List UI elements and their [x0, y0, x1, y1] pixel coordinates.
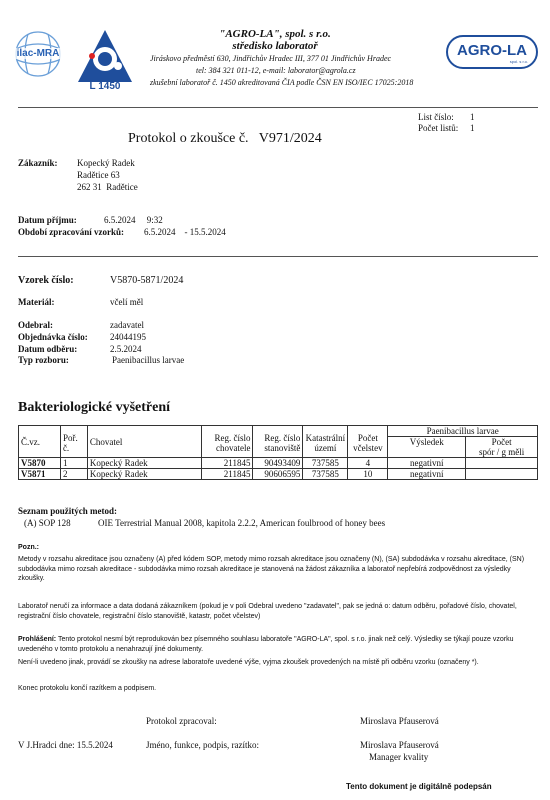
- received-value: 6.5.2024 9:32: [104, 215, 163, 225]
- sample-number-value: V5870-5871/2024: [110, 275, 184, 286]
- company-contact: tel: 384 321 011-12, e-mail: laborator@agrola.cz: [196, 66, 356, 75]
- col-header-vysledek: Výsledek: [388, 437, 466, 458]
- note-accreditation: Metody v rozsahu akreditace jsou označeny (A) před kódem SOP, metody mimo rozsah akreditace jsou označeny (N), (SA) subdodávka v rozsahu akreditace, (SN) subdodávka mimo rozsah akreditace - subdodávka mimo rozsah akreditace je stanovená na žádost zákazníka a laboratoř nepřebírá zodpovědnost za výsledky zkoušky.: [18, 556, 525, 582]
- cell-chovatel: Kopecký Radek: [87, 458, 201, 469]
- cell-cvz: V5870: [19, 458, 61, 469]
- col-header-reg-stan: [253, 426, 303, 458]
- sampling-date-value: 2.5.2024: [110, 344, 142, 354]
- col-header-katastr-line1: Katastrální: [305, 433, 346, 443]
- received-label: Datum příjmu:: [18, 215, 77, 225]
- section-title: Bakteriologické vyšetření: [18, 400, 171, 415]
- material-label: Materiál:: [18, 297, 55, 307]
- taken-by-value: zadavatel: [110, 320, 144, 330]
- signature-role-label: Jméno, funkce, podpis, razítko:: [146, 740, 259, 750]
- cell-spory: [466, 458, 538, 469]
- sheet-count-label: Počet listů:: [418, 123, 459, 133]
- cell-vysledek: negativní: [388, 469, 466, 480]
- col-header-reg-stan-line2: stanoviště: [264, 443, 301, 453]
- cell-reg-chov: 211845: [201, 469, 253, 480]
- protocol-title: Protokol o zkoušce č. V971/2024: [128, 131, 322, 146]
- processed-by-name: Miroslava Pfauserová: [360, 716, 439, 726]
- cell-por: 1: [60, 458, 87, 469]
- cell-pocet: 4: [348, 458, 388, 469]
- department-name: středisko laboratoř: [232, 40, 318, 52]
- taken-by-label: Odebral:: [18, 320, 53, 330]
- col-header-spory: [466, 437, 538, 458]
- company-name: "AGRO-LA", spol. s r.o.: [219, 28, 331, 40]
- col-header-pocet: [348, 426, 388, 458]
- cell-katastr: 737585: [303, 469, 348, 480]
- col-header-pocet-line2: včelstev: [353, 443, 383, 453]
- col-header-katastr: [303, 426, 348, 458]
- place-and-date: V J.Hradci dne: 15.5.2024: [18, 740, 113, 750]
- order-label: Objednávka číslo:: [18, 332, 88, 342]
- header-divider: [18, 107, 538, 108]
- dates-divider: [18, 256, 538, 257]
- company-address: Jiráskovo předměstí 630, Jindřichův Hradec III, 377 01 Jindřichův Hradec: [150, 54, 392, 63]
- results-table: [18, 425, 538, 480]
- material-value: včelí měl: [110, 297, 144, 307]
- agrola-logo: [446, 35, 538, 69]
- sample-number-label: Vzorek číslo:: [18, 275, 74, 286]
- table-header-row-1: [19, 426, 538, 437]
- cell-chovatel: Kopecký Radek: [87, 469, 201, 480]
- cell-pocet: 10: [348, 469, 388, 480]
- group-header-paenibacillus: Paenibacillus larvae: [388, 426, 538, 437]
- notes-title: Pozn.:: [18, 544, 39, 551]
- methods-title: Seznam použitých metod:: [18, 506, 117, 516]
- col-header-spory-line1: Počet: [491, 437, 512, 447]
- analysis-type-label: Typ rozboru:: [18, 355, 69, 365]
- ilac-mra-logo: [14, 30, 62, 78]
- note-end: Konec protokolu končí razítkem a podpisem.: [18, 685, 157, 692]
- customer-name: Kopecký Radek: [77, 158, 135, 168]
- cia-logo-number: L 1450: [89, 81, 121, 92]
- cell-reg-stan: 90493409: [253, 458, 303, 469]
- order-value: 24044195: [110, 332, 146, 342]
- cia-logo: [70, 26, 140, 96]
- period-label: Období zpracování vzorků:: [18, 227, 125, 237]
- table-row: [19, 469, 538, 480]
- method-code: (A) SOP 128: [24, 518, 71, 528]
- note-test-location: Není-li uvedeno jinak, provádí se zkoušky na adrese laboratoře uvedené výše, vyjma zkoušek provedených na místě při odběru vzorku (označeny *).: [18, 659, 479, 666]
- digital-signature-note: Tento dokument je digitálně podepsán: [346, 782, 492, 791]
- col-header-pocet-line1: Počet: [357, 433, 378, 443]
- cell-por: 2: [60, 469, 87, 480]
- method-description: OIE Terrestrial Manual 2008, kapitola 2.2.2, American foulbrood of honey bees: [98, 518, 386, 528]
- col-header-chovatel: Chovatel: [87, 426, 201, 458]
- col-header-cvz: Č.vz.: [19, 426, 61, 458]
- agrola-logo-text: AGRO-LA: [457, 42, 527, 59]
- note-customer-data: Laboratoř neručí za informace a data dodaná zákazníkem (pokud je v poli Odebral uvedeno "zadavatel", pak se jedná o: datum odběru, pořadové číslo, chovatel, registrační číslo chovatele, registrační číslo stanoviště, katastr, počet včelstev): [18, 603, 517, 620]
- customer-label: Zákazník:: [18, 158, 58, 168]
- declaration-label: Prohlášení:: [18, 636, 57, 643]
- analysis-type-value: Paenibacillus larvae: [112, 355, 185, 365]
- customer-street: Radětice 63: [77, 170, 120, 180]
- declaration-text: Tento protokol nesmí být reprodukován bez písemného souhlasu laboratoře "AGRO-LA", spol. s r.o. jinak než celý. Výsledky se týkají pouze vzorku uvedeného v tomto protokolu a nenahrazují jiné dokumenty.: [18, 636, 514, 653]
- customer-city: 262 31 Radětice: [77, 182, 138, 192]
- col-header-reg-stan-line1: Reg. číslo: [264, 433, 301, 443]
- agrola-logo-sub: spol. s r.o.: [509, 59, 528, 64]
- cell-spory: [466, 469, 538, 480]
- col-header-katastr-line2: území: [314, 443, 337, 453]
- cell-katastr: 737585: [303, 458, 348, 469]
- cell-vysledek: negativní: [388, 458, 466, 469]
- signer-role: Manager kvality: [369, 752, 429, 762]
- processed-by-label: Protokol zpracoval:: [146, 716, 217, 726]
- accreditation-line: zkušební laboratoř č. 1450 akreditovaná ČIA podle ČSN EN ISO/IEC 17025:2018: [150, 78, 414, 87]
- sheet-count-value: 1: [470, 123, 475, 133]
- cell-cvz: V5871: [19, 469, 61, 480]
- ilac-mra-label: ilac-MRA: [12, 48, 64, 59]
- col-header-por-line1: Poř.: [62, 433, 78, 443]
- col-header-reg-chov: [201, 426, 253, 458]
- cell-reg-stan: 90606595: [253, 469, 303, 480]
- list-number-label: List číslo:: [418, 112, 454, 122]
- list-number-value: 1: [470, 112, 475, 122]
- note-declaration: [18, 635, 528, 654]
- sampling-date-label: Datum odběru:: [18, 344, 78, 354]
- col-header-por: [60, 426, 87, 458]
- col-header-reg-chov-line1: Reg. číslo: [214, 433, 251, 443]
- col-header-reg-chov-line2: chovatele: [215, 443, 251, 453]
- signer-name: Miroslava Pfauserová: [360, 740, 439, 750]
- col-header-por-line2: č.: [62, 443, 70, 453]
- col-header-spory-line2: spór / g měli: [478, 447, 525, 457]
- cell-reg-chov: 211845: [201, 458, 253, 469]
- table-row: [19, 458, 538, 469]
- period-value: 6.5.2024 - 15.5.2024: [144, 227, 226, 237]
